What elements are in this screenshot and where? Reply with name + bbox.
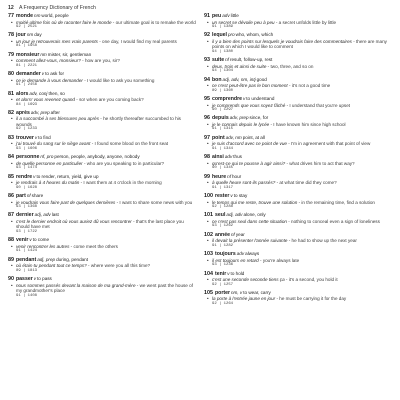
entry-example	[8, 244, 196, 250]
entry-gloss: point, at all	[242, 134, 265, 140]
entry-gloss: since, for	[249, 115, 269, 121]
entry-frequency-stats: 94 | 1304	[212, 69, 234, 74]
dictionary-entry	[204, 212, 392, 229]
entry-gloss: world, people	[41, 13, 69, 18]
entry-part-of-speech: v	[227, 270, 230, 276]
entry-part-of-speech: nf	[231, 231, 235, 237]
dictionary-entry	[8, 52, 196, 69]
dictionary-entry	[204, 115, 392, 132]
dictionary-entry	[8, 135, 196, 152]
entry-rank: 86	[8, 193, 14, 200]
dictionary-entry	[204, 174, 392, 191]
entry-example	[8, 20, 196, 26]
example-translation: - it's not a good time	[288, 83, 331, 89]
entry-example	[8, 78, 196, 84]
entry-lemma: monsieur	[16, 51, 40, 58]
dictionary-entry	[8, 174, 196, 191]
entry-lemma: rester	[215, 193, 230, 200]
entry-lemma: lequel	[212, 32, 227, 39]
example-translation: - I have known him since high school	[270, 121, 346, 127]
example-french: ce n'est pas seul dans cette situation	[212, 218, 287, 224]
entry-rank: 94	[204, 76, 210, 83]
example-translation: - he had to show up the next year	[288, 238, 357, 244]
dictionary-entry	[8, 71, 196, 88]
entry-rank: 90	[8, 276, 14, 283]
entry-gloss: to understand	[246, 96, 275, 102]
entry-example	[204, 238, 392, 244]
entry-gloss: mister, sir, gentleman	[47, 51, 92, 57]
entry-frequency-stats: 92 | 1233	[16, 127, 38, 132]
entry-rank: 79	[8, 51, 14, 58]
entry-example	[204, 122, 392, 128]
entry-rank: 103	[204, 251, 213, 258]
example-translation: - one day, I would find my real parents	[99, 38, 177, 44]
entry-lemma: rendre	[16, 173, 33, 180]
entry-gloss: always	[245, 251, 260, 257]
entry-frequency-stats: 92 | 2521	[16, 25, 38, 29]
example-french: comment allez-vous, monsieur?	[16, 58, 81, 64]
entry-frequency-stats: 90 | 1628	[16, 185, 38, 190]
entry-lemma: ainsi	[212, 154, 224, 161]
example-french: je le connais depuis le lycée	[212, 121, 270, 127]
example-french: nous sommes passés devant la maison de ma grand-mère	[16, 282, 136, 288]
example-french: venir rencontrer les autres	[16, 243, 70, 249]
entry-part-of-speech: nf, pro	[40, 154, 54, 160]
entry-gloss: alone, only	[243, 212, 266, 218]
entry-example	[204, 103, 392, 109]
entry-example	[204, 141, 392, 147]
entry-part-of-speech: adv	[224, 154, 233, 160]
example-french: ce n'est peut-être pas le bon moment	[212, 83, 288, 89]
entry-gloss: result, follow-up, rest	[229, 57, 273, 63]
entry-lemma: venir	[16, 237, 29, 244]
example-translation: - it's a second, you hold it	[285, 277, 338, 283]
entry-gloss: to stay	[233, 193, 248, 199]
dictionary-entry	[204, 13, 392, 30]
dictionary-entry	[8, 13, 196, 30]
entry-lemma: comprendre	[212, 96, 242, 103]
example-translation: - where were you all this time?	[88, 263, 151, 269]
example-translation: - that's the last place you should have met	[16, 218, 184, 230]
entry-gloss: person, people, anybody, anyone, nobody	[54, 154, 140, 160]
example-french: je rendrais à 4 heures du matin	[16, 180, 80, 186]
example-translation: - a secret unfolds little by little	[275, 19, 337, 25]
entry-rank: 95	[204, 96, 210, 103]
dictionary-entry	[8, 257, 196, 274]
example-translation: - he must be carrying it for the day	[276, 296, 347, 302]
example-french: c'est le dernier endroit où vous auriez dû vous rencontrer	[16, 218, 132, 224]
entry-gloss: day	[34, 32, 42, 38]
entry-lemma: bon	[212, 76, 222, 83]
dictionary-entry	[204, 96, 392, 113]
dictionary-entry	[8, 32, 196, 49]
example-translation: - there are many points on which I would like to comment	[212, 38, 387, 50]
dictionary-entry	[8, 276, 196, 298]
entry-gloss: to pass	[37, 276, 52, 282]
example-translation: - I want to share some news with you	[116, 199, 193, 205]
example-translation: - I would like to ask you something	[84, 77, 155, 83]
entry-gloss: during, pendant	[56, 256, 89, 262]
entry-part-of-speech: v	[33, 173, 36, 179]
entry-example	[204, 296, 392, 302]
entry-gloss: hour	[231, 173, 242, 179]
entry-frequency-stats: 84 | 1693	[16, 102, 38, 107]
entry-lemma: porter	[215, 289, 230, 296]
example-french: le temps qui me reste, trouve une solution	[212, 199, 298, 205]
entry-rank: 99	[204, 173, 210, 180]
entry-frequency-stats: 89 | 1813	[16, 268, 38, 273]
entry-part-of-speech: adj, adv	[226, 212, 243, 218]
entry-lemma: peu	[212, 13, 222, 19]
dictionary-entry	[204, 77, 392, 94]
entry-frequency-stats: 93 | 1368	[16, 205, 38, 210]
example-french: je suis d'accord avec ce point de vue	[212, 141, 287, 147]
entry-lemma: passer	[16, 276, 33, 283]
entry-frequency-stats: 90 | 1345	[212, 166, 234, 171]
entry-lemma: depuis	[212, 115, 229, 122]
entry-gloss: little	[230, 13, 239, 18]
entry-frequency-stats: 93 | 1236	[212, 263, 234, 268]
dictionary-entry	[8, 154, 196, 171]
example-french: qu'est-ce qui te pousse à agir ainsi?	[212, 160, 286, 166]
entry-gloss: thus	[233, 154, 242, 160]
example-translation: - in the remaining time, find a solution	[298, 199, 375, 205]
entry-part-of-speech: adv, prep	[229, 115, 249, 121]
entry-frequency-stats: 92 | 1257	[212, 282, 234, 287]
entry-rank: 93	[204, 57, 210, 64]
entry-frequency-stats: 91 | 1317	[212, 185, 234, 190]
entry-frequency-stats: 92 | 1264	[212, 301, 234, 306]
entry-frequency-stats: 91 | 1282	[212, 243, 234, 248]
entry-lemma: après	[16, 109, 30, 116]
example-french: un jour je retrouverais mes vrais parents	[16, 38, 98, 44]
example-translation: - so! when are you coming back?	[76, 97, 144, 103]
entry-example	[8, 161, 196, 167]
entry-lemma: suite	[212, 57, 225, 64]
dictionary-entry	[8, 237, 196, 254]
entry-rank: 89	[8, 256, 14, 263]
example-french: et alors! vous revenez quand	[16, 97, 75, 103]
entry-example	[204, 39, 392, 50]
example-french: il devait la présenter l'année suivante	[212, 238, 288, 244]
example-translation: - at what time did they come?	[276, 180, 337, 186]
entry-frequency-stats: 91 | 1315	[212, 127, 234, 132]
entry-rank: 98	[204, 154, 210, 161]
entry-gloss: after	[50, 109, 60, 115]
example-french: je comprends que vous soyez fâché	[212, 102, 286, 108]
dictionary-entry	[204, 135, 392, 152]
example-translation: - I found some blood on the front seat	[91, 141, 169, 147]
entry-lemma: jour	[16, 32, 26, 39]
example-french: où étais-tu pendant tout ce temps?	[16, 263, 87, 269]
entry-part-of-speech: adj, prep	[37, 256, 56, 262]
entry-rank: 82	[8, 109, 14, 116]
page-number: 12	[8, 5, 14, 11]
entry-rank: 105	[204, 289, 213, 296]
entry-rank: 77	[8, 13, 14, 19]
example-translation: - I'm in agreement with that point of view	[288, 141, 371, 147]
entry-gloss: then, so	[48, 90, 65, 96]
entry-lemma: trouver	[16, 134, 34, 141]
dictionary-entry	[8, 110, 196, 132]
example-french: il y a bien des points sur lesquels je voudrais faire des commentaires	[212, 38, 352, 44]
entry-part-of-speech: v	[33, 276, 37, 282]
entry-frequency-stats: 91 | 1389	[212, 25, 234, 29]
dictionary-entry	[204, 32, 392, 54]
example-translation: - I understand that you're upset	[286, 102, 351, 108]
example-french: la porte à l'entrée jaune en jour	[212, 296, 276, 302]
example-translation: - nothing to conceal even a sign of loneliness	[288, 218, 380, 224]
entry-example	[204, 180, 392, 186]
entry-lemma: seul	[215, 212, 226, 219]
entry-example	[8, 219, 196, 230]
entry-part-of-speech: v	[41, 71, 45, 77]
entry-example	[8, 58, 196, 64]
entry-rank: 102	[204, 231, 213, 238]
entry-example	[8, 97, 196, 103]
entry-part-of-speech: pro	[228, 32, 235, 38]
dictionary-entry	[204, 232, 392, 249]
entry-lemma: demander	[16, 71, 41, 78]
entry-gloss: last	[51, 212, 59, 218]
entry-frequency-stats: 93 | 1474	[16, 166, 38, 171]
example-french: à quelle heure sont-ils passés?	[212, 180, 276, 186]
entry-lemma: heure	[212, 173, 227, 180]
entry-gloss: year	[235, 231, 245, 237]
entry-example	[204, 20, 392, 26]
example-translation: - he shortly thereafter succumbed to his wounds	[16, 116, 181, 127]
entry-rank: 92	[204, 32, 210, 39]
entry-part-of-speech: adj, adv	[34, 212, 51, 218]
example-translation: - two, three, and so on	[267, 63, 314, 69]
entry-rank: 87	[8, 212, 14, 219]
entry-part-of-speech: nm	[34, 13, 41, 18]
dictionary-entry	[8, 193, 196, 210]
entry-frequency-stats: 90 | 1297	[212, 108, 234, 113]
book-title: A Frequency Dictionary of French	[18, 5, 96, 11]
entry-part-of-speech: adv	[236, 251, 245, 257]
entry-gloss: to render, return, yield, give up	[36, 173, 99, 179]
entry-frequency-stats: 91 | 1344	[212, 146, 234, 151]
entry-part-of-speech: v	[230, 193, 233, 199]
entry-gloss: good	[256, 76, 267, 82]
entry-example	[204, 83, 392, 89]
entry-frequency-stats: 92 | 1288	[212, 205, 234, 210]
entry-rank: 96	[204, 115, 210, 122]
entry-part-of-speech: adv, conj	[29, 90, 48, 96]
entry-rank: 88	[8, 237, 14, 244]
entry-part-of-speech: nf	[225, 57, 229, 63]
entry-lemma: point	[212, 134, 225, 141]
example-french: deux, trois et ainsi de suite	[212, 63, 267, 69]
entry-example	[204, 161, 392, 167]
entry-columns	[8, 13, 392, 309]
example-translation: - come meet the others	[70, 243, 118, 249]
entry-rank: 91	[204, 13, 210, 19]
entry-part-of-speech: adj, adv, nm, intj	[222, 76, 256, 82]
entry-example	[204, 64, 392, 70]
entry-lemma: part	[16, 193, 26, 200]
entry-frequency-stats: 93 | 1262	[212, 224, 234, 229]
entry-frequency-stats: 91 | 2456	[16, 83, 38, 88]
left-column	[8, 13, 196, 309]
entry-part-of-speech: nf	[26, 193, 31, 199]
example-french: j'ai trouvé du sang sur le siège avant	[16, 141, 91, 147]
entry-example	[8, 200, 196, 206]
example-translation: - who are you speaking to in particular?	[83, 160, 165, 166]
entry-gloss: to wear, carry	[243, 289, 271, 295]
example-french: ce je demande à vous demander	[16, 77, 83, 83]
example-french: il est toujours en retard	[212, 257, 259, 263]
entry-rank: 97	[204, 134, 210, 141]
running-head	[8, 5, 392, 12]
example-french: il a succombé à ses blessures peu après	[16, 116, 99, 122]
entry-rank: 104	[204, 270, 213, 277]
entry-example	[8, 263, 196, 269]
entry-lemma: personne	[16, 154, 40, 161]
entry-rank: 84	[8, 154, 14, 161]
entry-example	[204, 219, 392, 225]
example-translation: - you're always late	[260, 257, 300, 263]
entry-example	[8, 116, 196, 127]
dictionary-entry	[204, 290, 392, 307]
example-translation: - I want them at 4 o'clock in the morning	[80, 180, 162, 186]
entry-part-of-speech: v	[242, 96, 246, 102]
example-translation: - our ultimate goal is to remake the world	[112, 19, 196, 25]
entry-part-of-speech: nm, v	[231, 289, 243, 295]
entry-part-of-speech: nm	[40, 51, 47, 57]
entry-gloss: to come	[32, 237, 50, 243]
dictionary-entry	[8, 212, 196, 234]
dictionary-entry	[204, 193, 392, 210]
entry-gloss: who, whom, which	[235, 32, 274, 38]
right-column	[204, 13, 392, 309]
example-french: je voudrais vous faire part de quelques dernières	[16, 199, 116, 205]
entry-rank: 101	[204, 212, 213, 219]
entry-lemma: année	[215, 231, 230, 238]
entry-frequency-stats: 93 | 1606	[16, 146, 38, 151]
entry-gloss: to ask for	[45, 71, 64, 77]
entry-frequency-stats: 93 | 1722	[16, 229, 38, 234]
entry-rank: 83	[8, 134, 14, 141]
entry-frequency-stats: 91 | 1424	[16, 249, 38, 254]
entry-example	[204, 200, 392, 206]
example-french: moitié ultime fois où de raconter faire le monde	[16, 19, 112, 25]
entry-lemma: pendant	[16, 256, 37, 263]
entry-rank: 78	[8, 32, 14, 39]
entry-part-of-speech: v	[34, 134, 38, 140]
entry-rank: 85	[8, 173, 14, 180]
entry-rank: 80	[8, 71, 14, 78]
entry-frequency-stats: 81 | 2221	[16, 63, 38, 68]
entry-rank: 81	[8, 90, 14, 97]
entry-frequency-stats: 94 | 1380	[212, 49, 234, 54]
entry-example	[8, 283, 196, 294]
entry-example	[8, 180, 196, 186]
example-translation: - we went past the house of my grandmother's place	[16, 282, 193, 294]
example-french: de quelle personne en particulier	[16, 160, 83, 166]
example-translation: - what drives him to act that way?	[286, 160, 355, 166]
example-french: un secret se dévoile peu à peu	[212, 19, 275, 25]
example-translation: - how are you, sir?	[82, 58, 120, 64]
entry-gloss: to find	[38, 134, 51, 140]
dictionary-entry	[204, 154, 392, 171]
example-french: c'est une seconde seconde tiens ça	[212, 277, 285, 283]
entry-part-of-speech: nf	[227, 173, 231, 179]
entry-lemma: monde	[16, 13, 34, 19]
dictionary-entry	[204, 271, 392, 288]
entry-part-of-speech: adv, prep	[30, 109, 50, 115]
entry-example	[204, 277, 392, 283]
entry-example	[8, 39, 196, 45]
entry-frequency-stats: 89 | 1360	[212, 88, 234, 93]
dictionary-entry	[204, 251, 392, 268]
entry-part-of-speech: v	[29, 237, 32, 243]
entry-part-of-speech: adv, nm	[225, 134, 242, 140]
entry-rank: 100	[204, 193, 213, 200]
entry-gloss: share	[31, 193, 44, 199]
entry-frequency-stats: 81 | 1958	[16, 44, 38, 49]
entry-lemma: tenir	[215, 270, 227, 277]
entry-lemma: alors	[16, 90, 29, 97]
entry-lemma: toujours	[215, 251, 236, 258]
entry-frequency-stats: 91 | 1408	[16, 293, 38, 298]
dictionary-entry	[8, 91, 196, 108]
entry-gloss: to hold	[230, 270, 245, 276]
entry-part-of-speech: adv	[222, 13, 230, 18]
entry-lemma: dernier	[16, 212, 34, 219]
dictionary-entry	[204, 57, 392, 74]
entry-example	[8, 141, 196, 147]
entry-example	[204, 258, 392, 264]
entry-part-of-speech: nm	[26, 32, 34, 38]
